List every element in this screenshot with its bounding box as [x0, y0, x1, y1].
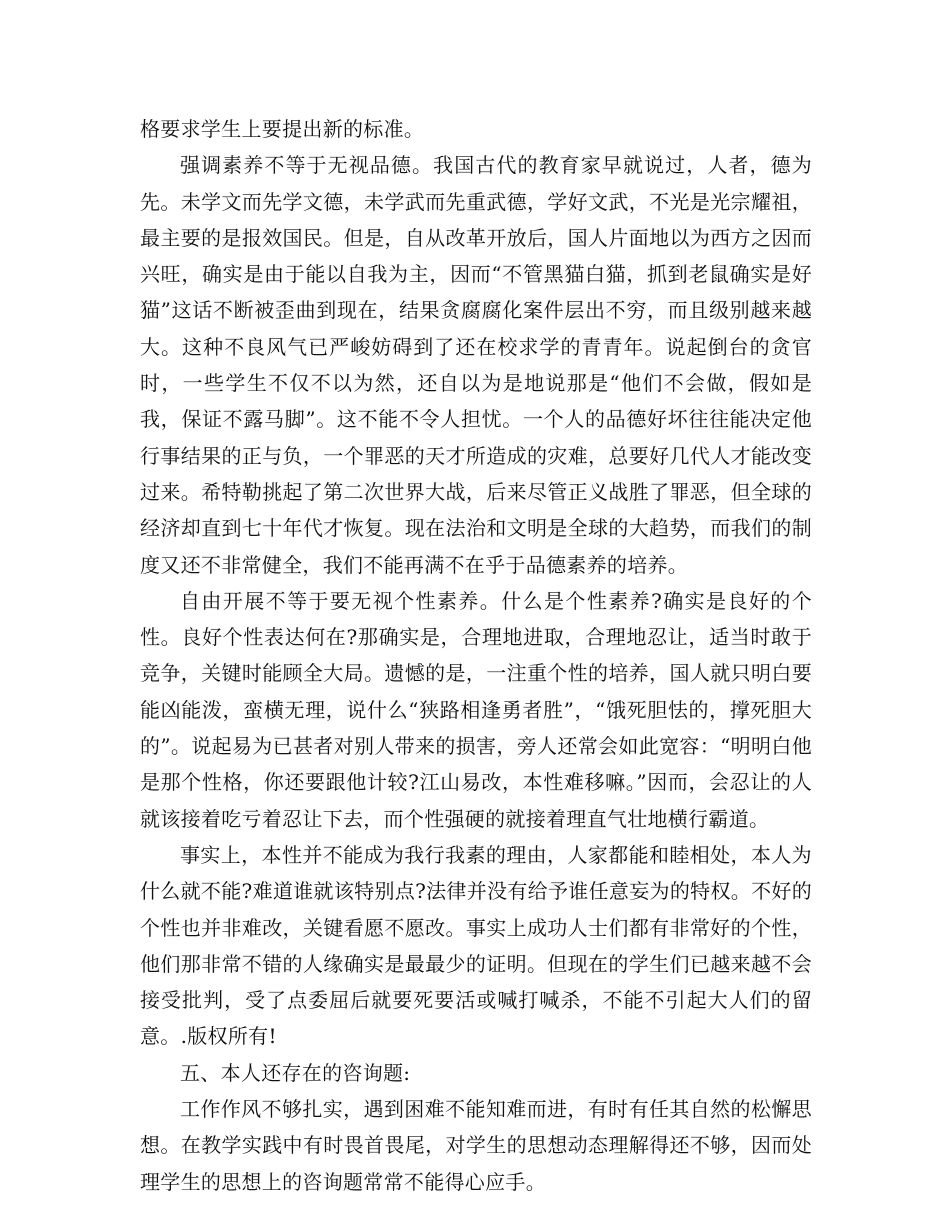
paragraph-nature: 事实上，本性并不能成为我行我素的理由，人家都能和睦相处，本人为什么就不能?难道谁就该特别点?法律并没有给予谁任意妄为的特权。不好的个性也并非难改，关键看愿不愿改。事实上成功人士们都有非常好的个性，他们那非常不错的人缘确实是最最少的证明。但现在的学生们已越来越不会接受批判，受了点委屈后就要死要活或喊打喊杀，不能不引起大人们的留意。.版权所有! [140, 842, 812, 1049]
paragraph-continuation: 格要求学生上要提出新的标准。 [140, 117, 425, 141]
section-heading-issues: 五、本人还存在的咨询题: [180, 1060, 411, 1085]
paragraph-work-style: 工作作风不够扎实，遇到困难不能知难而进，有时有任其自然的松懈思想。在教学实践中有时畏首畏尾，对学生的思想动态理解得还不够，因而处理学生的思想上的咨询题常常不能得心应手。 [140, 1097, 812, 1194]
document-body [140, 111, 812, 1200]
paragraph-moral-quality: 强调素养不等于无视品德。我国古代的教育家早就说过，人者，德为先。未学文而先学文德，未学武而先重武德，学好文武，不光是光宗耀祖，最主要的是报效国民。但是，自从改革开放后，国人片面地以为西方之因而兴旺，确实是由于能以自我为主，因而“不管黑猫白猫，抓到老鼠确实是好猫”这话不断被歪曲到现在，结果贪腐腐化案件层出不穷，而且级别越来越大。这种不良风气已严峻妨碍到了还在校求学的青青年。说起倒台的贪官时，一些学生不仅不以为然，还自以为是地说那是“他们不会做，假如是我，保证不露马脚”。这不能不令人担忧。一个人的品德好坏往往能决定他行事结果的正与负，一个罪恶的天才所造成的灾难，总要好几代人才能改变过来。希特勒挑起了第二次世界大战，后来尽管正义战胜了罪恶，但全球的经济却直到七十年代才恢复。现在法治和文明是全球的大趋势，而我们的制度又还不非常健全，我们不能再满不在乎于品德素养的培养。 [140, 153, 812, 577]
paragraph-personality: 自由开展不等于要无视个性素养。什么是个性素养?确实是良好的个性。良好个性表达何在?那确实是，合理地进取，合理地忍让，适当时敢于竞争，关键时能顾全大局。遗憾的是，一注重个性的培养，国人就只明白要能凶能泼，蛮横无理，说什么“狭路相逢勇者胜”，“饿死胆怯的，撑死胆大的”。说起易为已甚者对别人带来的损害，旁人还常会如此宽容：“明明白他是那个性格，你还要跟他计较?江山易改，本性难移嘛。”因而，会忍让的人就该接着吃亏着忍让下去，而个性强硬的就接着理直气壮地横行霸道。 [140, 588, 812, 831]
